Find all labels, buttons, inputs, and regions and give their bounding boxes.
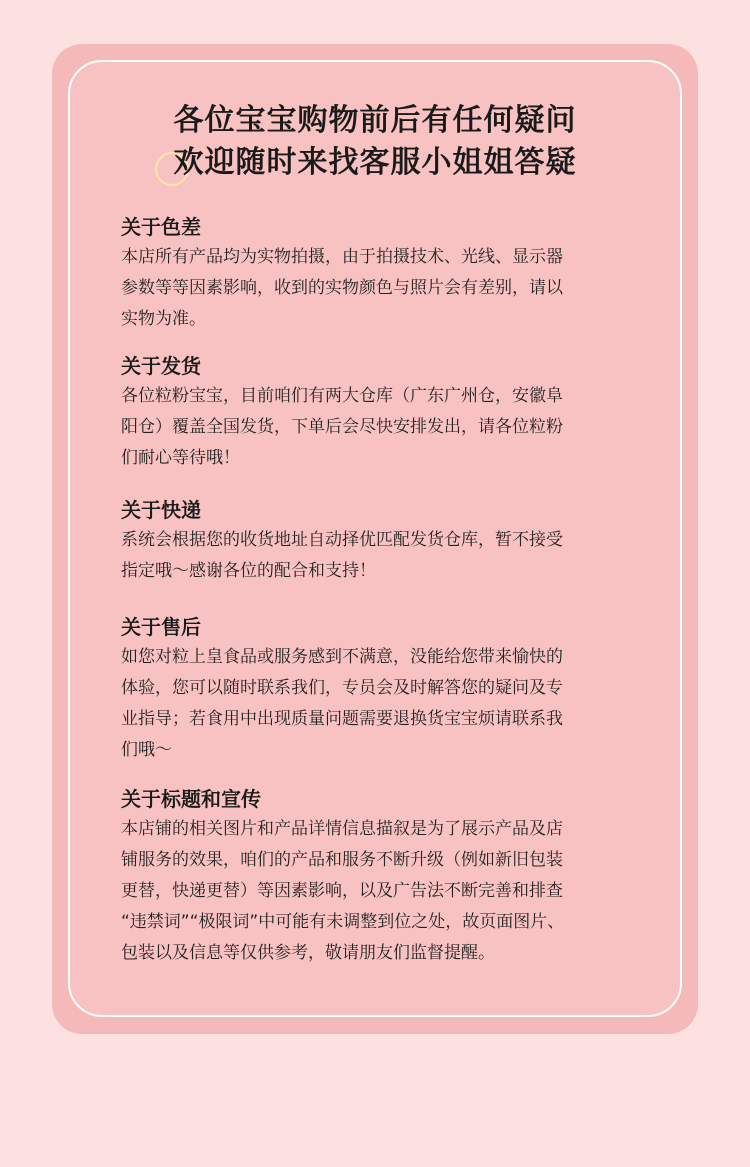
body-line: “违禁词”“极限词”中可能有未调整到位之处，故页面图片、 [121, 912, 565, 932]
section-express [121, 495, 651, 587]
section-body [121, 381, 651, 474]
body-line: 体验，您可以随时联系我们，专员会及时解答您的疑问及专 [121, 678, 563, 698]
section-body [121, 814, 651, 969]
body-line: 指定哦～感谢各位的配合和支持！ [121, 561, 376, 581]
title-line-2: 欢迎随时来找客服小姐姐答疑 [173, 145, 577, 180]
section-body [121, 642, 651, 766]
section-heading: 关于标题和宣传 [121, 787, 261, 811]
section-heading: 关于发货 [121, 354, 201, 378]
section-title-and-promotion [121, 784, 651, 969]
section-heading: 关于快递 [121, 498, 201, 522]
page-title [0, 100, 750, 184]
body-line: 们哦～ [121, 740, 172, 760]
body-line: 系统会根据您的收货地址自动择优匹配发货仓库，暂不接受 [121, 530, 563, 550]
body-line: 实物为准。 [121, 309, 206, 329]
body-line: 本店所有产品均为实物拍摄，由于拍摄技术、光线、显示器 [121, 247, 563, 267]
section-shipping [121, 351, 651, 474]
body-line: 更替，快递更替）等因素影响，以及广告法不断完善和排查 [121, 881, 563, 901]
body-line: 业指导；若食用中出现质量问题需要退换货宝宝烦请联系我 [121, 709, 563, 729]
body-line: 包装以及信息等仅供参考，敬请朋友们监督提醒。 [121, 943, 495, 963]
body-line: 各位粒粉宝宝，目前咱们有两大仓库（广东广州仓，安徽阜 [121, 386, 563, 406]
body-line: 如您对粒上皇食品或服务感到不满意，没能给您带来愉快的 [121, 647, 563, 667]
section-body [121, 525, 651, 587]
body-line: 阳仓）覆盖全国发货，下单后会尽快安排发出，请各位粒粉 [121, 417, 563, 437]
section-body [121, 242, 651, 335]
body-line: 本店铺的相关图片和产品详情信息描叙是为了展示产品及店 [121, 819, 563, 839]
body-line: 们耐心等待哦！ [121, 448, 240, 468]
section-heading: 关于售后 [121, 615, 201, 639]
title-line-1: 各位宝宝购物前后有任何疑问 [173, 103, 577, 138]
body-line: 铺服务的效果，咱们的产品和服务不断升级（例如新旧包装 [121, 850, 563, 870]
body-line: 参数等等因素影响，收到的实物颜色与照片会有差别，请以 [121, 278, 563, 298]
section-color-difference [121, 212, 651, 335]
section-heading: 关于色差 [121, 215, 201, 239]
section-after-sales [121, 612, 651, 766]
